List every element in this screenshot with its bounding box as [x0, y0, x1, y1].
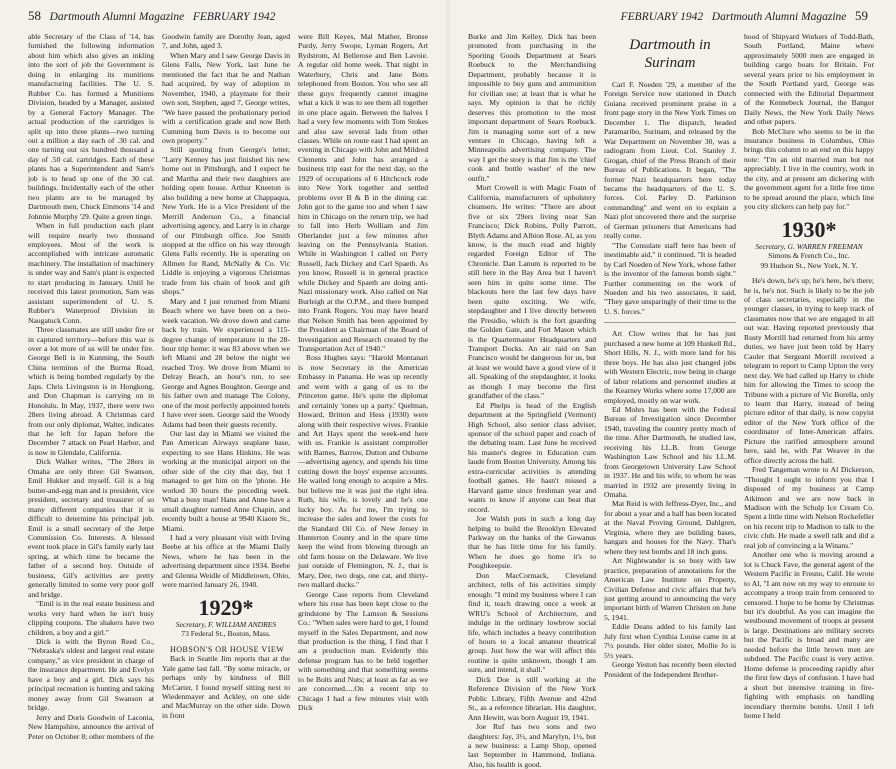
paragraph: hood of Shipyard Workers of Todd-Bath, South Portland, Maine where approximately 5000 men are engaged in building cargo boats for Britain. For several years prior to his employment in the South Portland yard, George was connected with the Editorial Department of the Kennebeck Journal, the Bangor Daily News, the New York Daily News and other papers. [744, 32, 874, 127]
running-head-left [28, 8, 428, 24]
paragraph: Bob McClure who seems to be in the insurance business in Columbus, Ohio brings this column to an end on this happy note: "I'm an old married man but not appreciably. I live in the country, work in the city, and at present am dickering with the government agent for a little free time to be spread around the place, which line you city slickers can help pay for." [744, 126, 874, 212]
class-year: 1929* [198, 594, 254, 620]
paragraph: Eddie Deans added to his family last July first when Cynthia Louise came in at 7½ pounds. Her older sister, Mollie Jo is 5½ years. [604, 622, 736, 660]
paragraph: When Mary and I saw George Davis in Glens Falls, New York, last June he mentioned the fact that he and Nathan had acquired, by way of adoption in November, 1940, a playmate for their own son, Stephen, aged 7, George writes, "We have passed the probationary period with a certification grade and now Beth Cumming hum Davis is to become our own property." [162, 50, 290, 145]
page-number: 59 [855, 8, 868, 23]
secretary-address: 73 Federal St., Boston, Mass. [181, 629, 271, 639]
paragraph: Don MacCormack, Cleveland architect, tells of his activities simply enough: "I mind my business where I can find it, teach drawing once a week at WRU's School of Architecture, and indulge in the ordinary lowbrow social life, which includes a heavy contribution of hours to a local amateur theatrical group. Just how the war will affect this routine is quite unknown, though I am sure, and intend, it shall." [468, 570, 596, 675]
paragraph: Dick is with the Byron Reed Co., "Nebraska's oldest and largest real estate company," as vice president in charge of the insurance department. He and Evelyn have a boy and a girl. Dick says his principal recreation is hunting and taking money away from Gil Swanson at bridge. [28, 637, 154, 713]
paragraph: Dick Walker writes, "The 28ers in Omaha are only three: Gil Swanson, Emil Hukker and myself. Gil is a big butter-and-egg man and is president, vice president, secretary and treasurer of so many different companies that it is difficult to determine his principal job. Emil is a small secretary of the Jetpe Commission Co. Interests. A blessed event took place in Gil's family early last spring, at which time he became the father of a second boy. Outside of business, Gil's activities are pretty generally limited to some very poor golf and bridge. [28, 457, 154, 599]
issue-date: FEBRUARY 1942 [620, 11, 704, 23]
paragraph: able Secretary of the Class of '14, has furnished the following information about him which also gives an inkling into the sort of job the Government is doing in enlarging its munitions manufacturing facilities. The U. S. Rubber Co. has formed a Munitions Division, headed by a Manager, assisted by a General Factory Manager. The actual production of the cartridges is split up into three plants—two turning out a million a day each of .30 cal. and one turning out six hundred thousand a day of .50 cal. cartridges. Each of these plants has a Superintendent and Sam's job is to head up one of the 30 cal. buildings. Incidentally each of the other two plants are to be managed by Dartmouth men, Chuck Emmons '14 and Johnnie Murphy '29. Quite a green tinge. [28, 32, 154, 221]
paragraph: He's down, he's up; he's here, he's there; he is, he's not. Such is likely to be the job of class secretaries, especially in the younger classes, in trying to keep track of classmates now that we are engaged in all out war. Having reported previously that Rusty Morrill had returned from his army duties, we have just been told by Harry Cauler that Sergeant Morrill received a telegram to report to Camp Upton the very next day. We had called up Harry to chide him for allowing the Times to scoop the Tribune with a picture of Vic Borella, only to learn that Harry, instead of being picture editor of that daily, is now copyist editor of the New York office of the coordinator of Inter-American affairs. Picture the rarified atmosphere around here, said he, with Pat Weaver in the office directly across the hall. [744, 276, 874, 465]
class-secretary: Secretary, G. WARREN FREEMAN [755, 241, 863, 251]
class-year: 1930* [781, 216, 837, 242]
column-1 [28, 32, 154, 741]
running-title: Dartmouth Alumni Magazine [711, 11, 847, 23]
paragraph: Dick Doe is still working at the Reference Division of the New York Public Library, Fifth Avenue and 42nd St., as a reference librarian. His daughter, Ann Hewitt, was born August 19, 1941. [468, 674, 596, 722]
paragraph: Goodwin family are Dorothy Jean, aged 7, and John, aged 3. [162, 32, 290, 51]
secretary-address-line: Simons & French Co., Inc. [768, 251, 850, 261]
column-2 [604, 32, 736, 679]
paragraph: Art Nightwander is so busy with law practice, preparation of annotations for the American Law Institute on Property, Civilian Defense and civic affairs that he's just getting around to announcing the very important birth of Warren Christen on June 5, 1941. [604, 556, 736, 622]
class-1929-heading [162, 596, 290, 639]
paragraph: "Emil is in the real estate business and works very hard when he isn't busy clipping coupons. The shakers have two children, a boy and a girl." [28, 599, 154, 637]
page-number: 58 [28, 8, 41, 23]
paragraph: Three classmates are still under fire or in captured territory—before this war is over a lot more of us will be under fire. George Bell is in Kunming, the South China terminus of the Burma Road, which is being bombed regularly by the Japs. Chris Livingston is in Hongkong, and Don Chapman is carrying on in Honolulu. In May, 1937, there were two 28ers living abroad. A Christmas card from our only diplomat, Walter, indicates that he left for Japan before the December 7 attack on Pearl Harbor, and is now in Glendale, California. [28, 325, 154, 457]
paragraph: Ross Hughes says: "Harold Montanari is now Secretary in the American Embassy in Panama. He was up recently and went with a gang of us to the Princeton game. He's quite the diplomat and certainly 'tones up a party.' Quelman, Howard, Britton and Hess (1930) were along with their respective wives. Frankie and Art Hays spent the week-end here with us. Frankie is assistant comptroller with Barnes, Barrow, Dutton and Osborne—advertising agency, and spends his time cutting down the boys' expense accounts. He wailed long enough to acquire a Mrs. but believe me it was just the right idea. Ruth, his wife, is lovely and he's one lucky boy. As for me, I'm trying to increase the sales and lower the costs for the Standard Oil Co. of New Jersey in Hunterton County and in the spare time keep the wind from blowing through an old farm house on the Delaware. We live just outside of Flemington, N. J., that is Mary, Dee, two dogs, one cat, and thirty-two mallard ducks." [298, 353, 428, 590]
paragraph: Carl F. Noeden '29, a member of the Foreign Service now stationed in Dutch Guiana received prominent praise in a front page story in the New York Times on December 1. The dispatch, headed Paramaribo, Surinam, and released by the War Department on November 30, was a radiogram from Lieut. Col. Stanley J. Grogan, chief of the Press Branch of their Bureau of Publications. It began, "The former Nazi headquarters here today became the headquarters of the U. S. forces. Col. Parley D. Parkinson commanding" and went on to explain a Nazi plot uncovered there and the surprise of German prisoners that Americans had really come. [604, 80, 736, 241]
divider [604, 322, 736, 323]
paragraph: were Bill Keyes, Mal Mather, Bronse Purdy, Jerry Swope, Lyman Rogers, Art Rydstrom, Al Bellerose and Ben Lavoie. A regular old home week. That night in Waterbury, Chris and Jane Botts telephoned from Boston. You who see all these guys frequently cannot imagine what a kick it was to see them all together in one place again. Between the halves I had a very few moments with Tom Stokes and also saw several lads from other classes. While on route east I had spent an evening in Chicago with John and Mildred Clements and John has arranged a business trip east for the next day, so the 1929 of occupations of 6 Hitchcock rode into New York together and settled problems over B & B in the dining car. John got to the game too and when I saw him in Chicago on the return trip, we had to fall into Herb Wolliam and Jim Oberlander just a few minutes after leaving on the Pennsylvania Station. While in Washington I called on Perry Russell, Jack Dickey and Carl Spaeth. As you know, Russell is in general practice while Dickey and Spaeth are doing anti-Nazi missionary work. Also called on Nat Burleigh at the O.P.M., and there bumped into Frank Rogers. You may have heard that Nelson Smith has been appointed by the President as Chairman of the Board of Investigation and Research created by the Transportation Act of 1940." [298, 32, 428, 353]
article-title: Dartmouth in Surinam [629, 37, 711, 71]
column-3 [298, 32, 428, 713]
paragraph: Ed Mohrs has been with the Federal Bureau of Investigation since December 1940, traveling the country pretty much of the time. After Dartmouth, he studied law, receiving his LL.B. from George Washington Law School and his LL.M. from Georgetown University Law School in 1937. He and his wife, to whom he was married in 1932 are presently living in Omaha. [604, 404, 736, 500]
paragraph: When in full production each plant will require nearly two thousand employees. Most of the work is accomplished with intricate automatic machinery. The installation of machinery is under way and Sam's plant is expected to start producing in January. Until he received this latest promotion, Sam was assistant superintendent of U. S. Rubber's Waterproof Division in Naugatuck Conn. [28, 221, 154, 325]
paragraph: I had a very pleasant visit with Irving Beebe at his office at the Miami Daily News, where he has been in the advertising department since 1934. Beebe and Glenna Weidle of Middletown, Ohio, were married January 26, 1940. [162, 533, 290, 590]
paragraph: Jerry and Doris Goodwin of Laconia, New Hampshire, announce the arrival of Peter on October 8; other members of the [28, 712, 154, 741]
paragraph: Back in Seattle Jim reports that at the Yale game last fall. "By some miracle, or perhaps only by kindness of Bill McCarter, I found myself sitting next to Wiedenmayer and Ackley, on one side and MacMurray on the other side. Down in front [162, 654, 290, 720]
running-title: Dartmouth Alumni Magazine [49, 11, 185, 23]
running-head-right [468, 8, 868, 24]
paragraph: Our last day in Miami we visited the Pan American Airways seaplane base, expecting to see Hans Hinkins. He was working at the municipal airport on the other side of the city that day, but I managed to get him on the 'phone. He worked 30 hours the preceding week. What a busy man! Hans and Anne have a small daughter named Anne Chapin, and recently built a house at 9940 Kiaore St., Miami. [162, 429, 290, 533]
paragraph: George Case reports from Cleveland where his ruse has been kept close to the grindstone by The Lamson & Sessions Co.: "When sales were hard to get, I found myself in the Sales Department, and now that production is the thing, I find that I am a production man. Evidently this defense program has to be held together with something and that something seems to be Bolts and Nuts; at least as far as we are concerned.....On a recent trip to Chicago I had a few minutes visit with Dick [298, 589, 428, 713]
paragraph: Joe Walsh puts in such a long day helping to build the Brooklyn Elevated Parkway on the banks of the Gowanus that he has little time for his family. When he does go home it's to Poughkeepsie. [468, 514, 596, 571]
paragraph: Mort Crowell is with Magic Foam of California, manufacturers of upholstery cleansers. He writes: "There are about five or six '29ers living near San Francisco; Dick Robins, Polly Parrott, Blyth Adams and Albion Rose. Al, as you know, is the much read and highly regarded Foreign Editor of The Chronicle. Dan Lanum is reported to be still here in the Bay Area but I haven't seen him in quite some time. The blackouts here the last few days have been quite exciting. We wife, stepdaughter and I live directly between the Presidio, which is the fort guarding the Golden Gate, and Fort Mason which is the Quartermaster Headquarters and Transport Docks. An air raid on San Francisco would be dangerous for us, but at least we would have a good view of it all. Speaking of the stepdaughter, it looks as though I may become the first grandfather of the class." [468, 183, 596, 401]
class-1930-heading [744, 218, 874, 271]
right-page [448, 0, 896, 769]
paragraph: Mat Reid is with Jeffress-Dyer, Inc., and for about a year and a half has been located at the Naval Proving Ground, Dahlgren, Virginia, where they are building bases, hangars and houses for the Navy. That's where they test bombs and 18 inch guns. [604, 499, 736, 556]
paragraph: Another one who is moving around a lot is Chuck Fave, the general agent of the Western Pacific in Fresno, Calif. He wrote to Al, "I am now on my way to enroute to accompany a troop train from censored to censored. I hope to be home by Christmas but it's doubtful. As you can imagine the westbound movement of troops at present is large. Destinations are military secrets but the Pacific is broad and many are needed before the little brown men are subdued. The Pacific coast is very active. Home defense is proceeding rapidly after the first few days of confusion. I have had a short but intensive training in fire-fighting with emphasis on handling incendiary thermite bombs. Until I left home I held [744, 550, 874, 720]
left-page [0, 0, 448, 741]
paragraph: Fred Tangeman wrote to Al Dickerson, "Thought I ought to inform you that I disposed of my business at Camp Atkinson and we are now back in Madison with the Schulp Ice Cream Co. Spent a little time with Nelson Rockefeller on his recent trip to Madison to talk to the civic club. He made a swell talk and did a real job of convincing a la Winans." [744, 465, 874, 550]
class-secretary: Secretary, F. WILLIAM ANDRES [175, 619, 277, 629]
paragraph: "The Consulate staff here has been of inestimable aid," it continued. "It is headed by Carl Noeden of New York, whose father is the inventor of the famous bomb sight." Further commenting on the work of Noeden and his two associates, it said, "They gave unsparingly of their time to the U. S. forces." [604, 240, 736, 316]
paragraph: Mary and I just returned from Miami Beach where we have been on a two-week vacation. We drove down and came back by train. We experienced a 115-degree change of temperature in the 28-hour trip home: it was 83 above when we left Miami and 28 below the night we reached Troy. We drove from Miami to Delray Beach, an hour's run, to see George and Agnes Boughton. George and his father own and manage The Colony, one of the most perfectly appointed hotels I have ever seen. George said the Woody Adams had been their guests recently. [162, 296, 290, 429]
column-1 [468, 32, 596, 769]
section-title: HOBSON'S OR HOUSE VIEW [170, 644, 285, 654]
secretary-address-line: 99 Hudson St., New York, N. Y. [760, 260, 858, 270]
paragraph: Art Clow writes that he has just purchased a new home at 109 Hunkell Rd., Short Hills, N. J., with more land for his three boys. He has also just changed jobs with Western Electric, now being in charge of labor relations and personnel studies at the Kearney Works where some 17,000 are employed, mostly on war work. [604, 329, 736, 405]
column-2 [162, 32, 290, 720]
paragraph: Ed Phelps is head of the English department at the Springfield (Vermont) High School, also senior class adviser, sponsor of the school paper and coach of the debating team. Last June he received his master's degree in Education cum laude from Boston University. Among his extra-curricular activities is attending football games. He hasn't missed a Harvard game since freshman year and wants to know if anyone can beat that record. [468, 400, 596, 514]
paragraph: Joe Ruf has two sons and two daughters: Jay, 3½, and Marylyn, 1½, but a new business: a Lamp Shop, opened last September in Hammond, Indiana. Also, his health is good. [468, 722, 596, 769]
paragraph: George Yeston has recently been elected President of the Independent Brother- [604, 660, 736, 679]
paragraph: Still quoting from George's letter, "Larry Kenney has just finished his new home out in Pittsburgh, and I expect he and Martha and their two daughters are holding open house. Arthur Kneeton is also building a new home at Chappaqua, New York. He is a Vice President of the Merrill Anderson Co., a financial advertising agency, and Larry is in charge of our Pittsburgh office. Joe Smith stopped at the office on his way through Glens Falls recently. He is operating on Allmen for Rand, McNally & Co. Vic Liddle is enjoying a vigorous Christmas trade from his chain of book and gift shops." [162, 145, 290, 297]
paragraph: Burke and Jim Kelley. Dick has been promoted from purchasing in the Sporting Goods Department at Sears Roebuck to the Merchandising Department, probably because it is impossible to buy guns and ammunition for civilian use; at least that is what he says. My opinion is that he richly deserves this promotion to the most important department of Sears Roebuck. Jim is managing some sort of a new venture in Chicago, having left a Minneapolis advertising company. The way I get the story is that Jim is the 'chief cook and bottle washer' of the new outfit." [468, 32, 596, 183]
issue-date: FEBRUARY 1942 [192, 11, 276, 23]
column-3 [744, 32, 874, 720]
